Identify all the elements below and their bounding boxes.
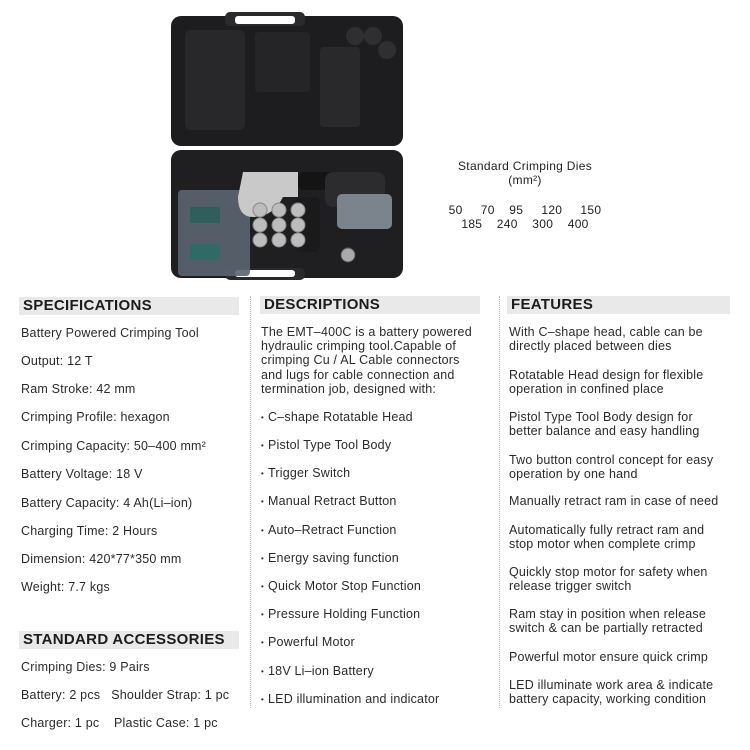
dies-row-1: 50 70 95 120 150	[448, 203, 602, 217]
description-feature-label: Auto–Retract Function	[268, 523, 397, 537]
description-feature-label: Pistol Type Tool Body	[268, 438, 392, 452]
feature-item-line: operation by one hand	[509, 467, 638, 481]
bullet-icon: •	[261, 497, 265, 506]
description-feature-item	[261, 579, 421, 594]
feature-item-line: release trigger switch	[509, 579, 632, 593]
feature-item-line: Quickly stop motor for safety when	[509, 565, 708, 579]
feature-item-line: Ram stay in position when release	[509, 607, 706, 621]
description-intro-line: The EMT–400C is a battery powered	[261, 325, 472, 339]
bullet-icon: •	[261, 554, 265, 563]
description-feature-label: Energy saving function	[268, 551, 399, 565]
spec-item: Dimension: 420*77*350 mm	[21, 552, 182, 566]
spec-item: Battery Powered Crimping Tool	[21, 326, 199, 340]
feature-item-line: Rotatable Head design for flexible	[509, 368, 704, 382]
accessory-item: Battery: 2 pcs Shoulder Strap: 1 pc	[21, 688, 230, 702]
spec-item: Weight: 7.7 kgs	[21, 580, 110, 594]
dies-unit: (mm²)	[508, 173, 542, 187]
standard-dies-info	[425, 159, 625, 231]
spec-item: Crimping Capacity: 50–400 mm²	[21, 439, 207, 453]
description-feature-item	[261, 438, 391, 453]
description-feature-label: 18V Li–ion Battery	[268, 664, 374, 678]
description-intro-line: termination job, designed with:	[261, 382, 437, 396]
feature-item-line: Automatically fully retract ram and	[509, 523, 705, 537]
feature-item-line: directly placed between dies	[509, 339, 672, 353]
accessory-item: Crimping Dies: 9 Pairs	[21, 660, 150, 674]
description-intro-line: hydraulic crimping tool.Capable of	[261, 339, 457, 353]
bullet-icon: •	[261, 610, 265, 619]
description-feature-item	[261, 551, 399, 566]
dies-title: Standard Crimping Dies	[458, 159, 592, 173]
feature-item-line: Manually retract ram in case of need	[509, 494, 719, 508]
description-feature-label: Trigger Switch	[268, 466, 351, 480]
column-divider	[250, 296, 251, 708]
bullet-icon: •	[261, 441, 265, 450]
description-intro-line: and lugs for cable connection and	[261, 368, 455, 382]
description-feature-label: Quick Motor Stop Function	[268, 579, 421, 593]
column-divider	[499, 296, 500, 708]
feature-item-line: stop motor when complete crimp	[509, 537, 696, 551]
description-feature-label: Powerful Motor	[268, 635, 355, 649]
bullet-icon: •	[261, 695, 265, 704]
feature-item-line: better balance and easy handling	[509, 424, 700, 438]
spec-item: Output: 12 T	[21, 354, 93, 368]
description-feature-item	[261, 635, 355, 650]
feature-item-line: operation in confined place	[509, 382, 664, 396]
accessories-header: STANDARD ACCESSORIES	[19, 631, 239, 649]
feature-item-line: battery capacity, working condition	[509, 692, 707, 706]
description-feature-item	[261, 692, 439, 707]
description-feature-item	[261, 466, 350, 481]
spec-item: Ram Stroke: 42 mm	[21, 382, 136, 396]
descriptions-header: DESCRIPTIONS	[260, 296, 480, 314]
feature-item-line: Pistol Type Tool Body design for	[509, 410, 693, 424]
description-feature-item	[261, 523, 397, 538]
bullet-icon: •	[261, 667, 265, 676]
feature-item-line: Powerful motor ensure quick crimp	[509, 650, 709, 664]
description-feature-label: C–shape Rotatable Head	[268, 410, 413, 424]
description-feature-label: LED illumination and indicator	[268, 692, 440, 706]
feature-item-line: With C–shape head, cable can be	[509, 325, 703, 339]
spec-item: Charging Time: 2 Hours	[21, 524, 158, 538]
specifications-header: SPECIFICATIONS	[19, 297, 239, 315]
description-feature-item	[261, 664, 374, 679]
spec-item: Battery Capacity: 4 Ah(Li–ion)	[21, 496, 193, 510]
spec-item: Battery Voltage: 18 V	[21, 467, 143, 481]
bullet-icon: •	[261, 638, 265, 647]
bullet-icon: •	[261, 469, 265, 478]
bullet-icon: •	[261, 526, 265, 535]
feature-item-line: switch & can be partially retracted	[509, 621, 703, 635]
feature-item-line: LED illuminate work area & indicate	[509, 678, 714, 692]
spec-item: Crimping Profile: hexagon	[21, 410, 170, 424]
accessory-item: Charger: 1 pc Plastic Case: 1 pc	[21, 716, 218, 730]
description-feature-item	[261, 607, 420, 622]
product-photo-crimping-tool-case	[165, 12, 410, 282]
dies-row-2: 185 240 300 400	[461, 217, 589, 231]
description-feature-label: Manual Retract Button	[268, 494, 397, 508]
crimping-dies	[253, 203, 305, 247]
bullet-icon: •	[261, 413, 265, 422]
features-header: FEATURES	[507, 296, 730, 314]
feature-item-line: Two button control concept for easy	[509, 453, 714, 467]
description-feature-label: Pressure Holding Function	[268, 607, 421, 621]
bullet-icon: •	[261, 582, 265, 591]
description-feature-item	[261, 410, 413, 425]
description-feature-item	[261, 494, 397, 509]
description-intro-line: crimping Cu / AL Cable connectors	[261, 353, 460, 367]
